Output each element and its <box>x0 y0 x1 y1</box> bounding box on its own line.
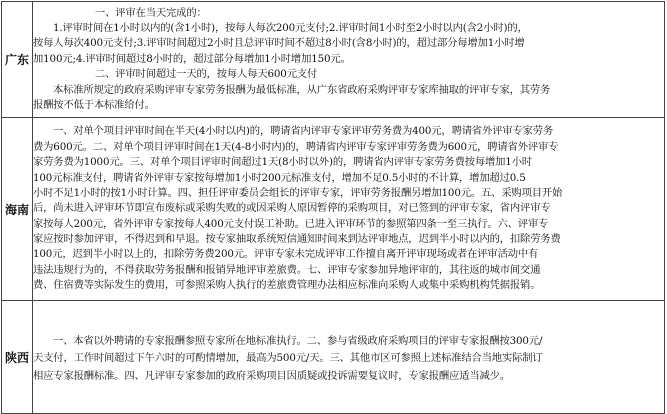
text-line: 费为600元。二、对单个项目评审时间在1天(4-8小时内)的，聘请省内评审专家评审劳务费为600元，聘请省外评审专 <box>33 140 559 153</box>
fee-standard-table <box>1 1 665 414</box>
text-line: 100元，迟到半小时以上的，扣除劳务费200元。评审专家未完成评审工作擅自离开评审现场或者在评审活动中有 <box>33 248 539 261</box>
text-line: 100元标准支付，聘请省外评审专家按每增加1小时200元标准支付，增加不足0.5小时的不计算，增加超过0.5 <box>33 171 526 184</box>
text-line: 小时不足1小时的按1小时计算。四、担任评审委员会组长的评审专家，评审劳务报酬另增加100元。五、采购项目开始 <box>33 186 563 199</box>
text-line: 家应按时参加评审，不得迟到和早退。按专家抽取系统短信通知时间来到达评审地点，迟到半小时以内的，扣除劳务费 <box>33 233 561 246</box>
content-cell <box>33 301 665 414</box>
region-cell: 陕西 <box>2 301 33 414</box>
text-line: 违法违规行为的，不得获取劳务报酬和报销异地评审差旅费。七、评审专家参加异地评审的，其往返的城市间交通 <box>33 263 541 276</box>
text-line: 报酬按不低于本标准给付。 <box>33 98 155 111</box>
text-line: 一、对单个项目评审时间在半天(4小时以内)的，聘请省内评审专家评审劳务费为400元，聘请省外评审专家劳务 <box>53 125 554 138</box>
table-row <box>2 118 665 301</box>
content-cell <box>33 2 665 118</box>
text-line: 二、评审时间超过一天的，按每人每天600元支付 <box>95 68 318 81</box>
text-line: 本标准所规定的政府采购评审专家劳务报酬为最低标准，从广东省政府采购评审专家库抽取的评审专家，其劳务 <box>53 83 551 96</box>
table-row <box>2 2 665 118</box>
text-line: 费、住宿费等实际发生的费用，可参照采购人执行的差旅费管理办法相应标准向采购人或集中采购机构凭据报销。 <box>33 279 541 292</box>
text-line: 按每人每次400元支付;3.评审时间超过2小时且总评审时间不超过8小时(含8小时)的，超过部分每增加1小时增 <box>33 37 525 50</box>
text-line: 加100元;4.评审时间超过8小时的，超过部分每增加1小时增加150元。 <box>33 52 351 65</box>
text-line: 家劳务费为1000元。三、对单个项目评审时间超过1天(8小时以外)的，聘请省内评审专家劳务费按每增加1小时 <box>33 156 533 169</box>
region-cell: 广东 <box>2 2 33 118</box>
text-line: 相应专家报酬标准。四、凡评审专家参加的政府采购项目因质疑或投诉需要复议时，专家报酬应适当减少。 <box>33 369 510 382</box>
text-line: 一、本省以外聘请的专家报酬参照专家所在地标准执行。二、参与省级政府采购项目的评审专家报酬按300元/ <box>53 334 543 347</box>
content-cell <box>33 118 665 301</box>
table-row <box>2 301 665 414</box>
text-line: 1.评审时间在1小时以内的(含1小时)，按每人每次200元支付;2.评审时间1小时至2小时以内(含2小时)的， <box>53 22 528 35</box>
text-line: 家按每人200元，省外评审专家按每人400元支付误工补助。已进入评审环节的参照第四条一至三执行。六、评审专 <box>33 217 549 230</box>
region-cell: 海南 <box>2 118 33 301</box>
text-line: 后，尚未进入评审环节即宣布废标或采购失败的或因采购人原因暂停的采购项目，对已签到的评审专家，省内评审专 <box>33 202 551 215</box>
text-line: 一、评审在当天完成的： <box>95 6 207 19</box>
text-line: 天支付，工作时间超过下午六时的可酌情增加，最高为500元/天。三、其他市区可参照上述标准结合当地实际制订 <box>33 352 543 365</box>
